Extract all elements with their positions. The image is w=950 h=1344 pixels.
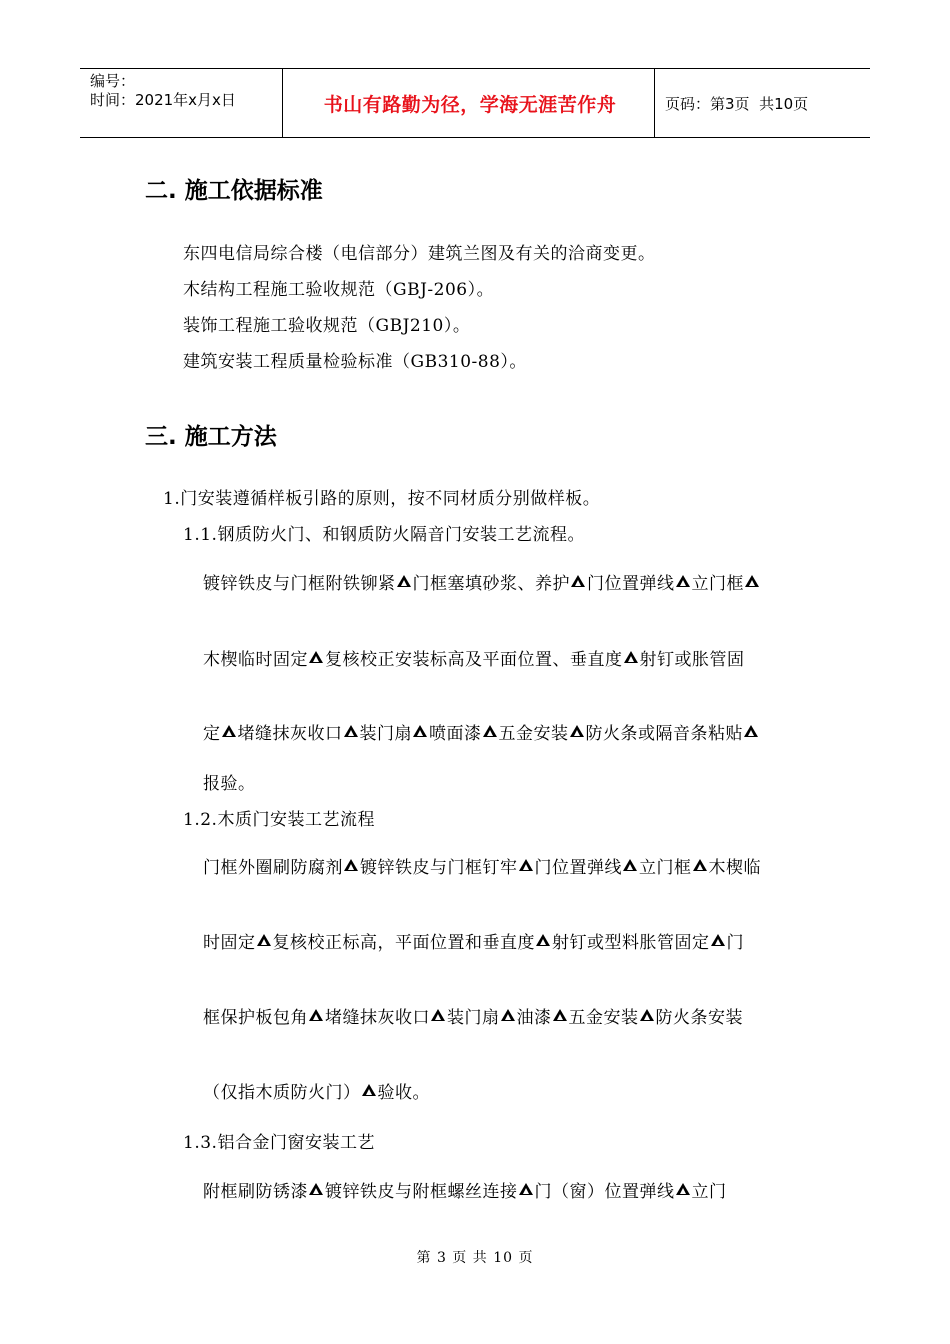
flow-arrow-icon [640, 1009, 654, 1021]
flow-step: 射钉或型料胀管固定 [552, 933, 710, 953]
subsection-1-3-title: 1.3.铝合金门窗安装工艺 [183, 1133, 375, 1153]
section-3-title: 三. 施工方法 [145, 424, 277, 450]
flow-arrow-icon [570, 725, 584, 737]
flow-arrow-icon [431, 1009, 445, 1021]
flow-step: 门 [726, 933, 744, 953]
flow-arrow-icon [676, 1183, 690, 1195]
flow-step: 门位置弹线 [534, 858, 622, 878]
flow-arrow-icon [571, 575, 585, 587]
standard-item: 东四电信局综合楼（电信部分）建筑兰图及有关的洽商变更。 [183, 244, 656, 264]
header-divider [282, 69, 283, 137]
flow-arrow-icon [623, 859, 637, 871]
flow-arrow-icon [257, 934, 271, 946]
flow-step: 立门框 [691, 574, 744, 594]
flow-line [203, 1003, 743, 1028]
standard-item: 木结构工程施工验收规范（GBJ-206）。 [183, 280, 495, 300]
flow-step: 时固定 [203, 933, 256, 953]
flow-step: 镀锌铁皮与门框附铁铆紧 [203, 574, 396, 594]
standard-item: 建筑安装工程质量检验标准（GB310-88）。 [183, 352, 527, 372]
flow-arrow-icon [519, 1183, 533, 1195]
flow-line [203, 1078, 430, 1103]
standard-item: 装饰工程施工验收规范（GBJ210）。 [183, 316, 471, 336]
flow-arrow-icon [344, 725, 358, 737]
subsection-1-1-title: 1.1.钢质防火门、和钢质防火隔音门安装工艺流程。 [183, 525, 585, 545]
flow-step: 堵缝抹灰收口 [325, 1008, 430, 1028]
flow-step: 油漆 [516, 1008, 552, 1028]
flow-line [203, 1177, 727, 1202]
flow-step: 门框塞填砂浆、养护 [412, 574, 570, 594]
flow-arrow-icon [309, 1009, 323, 1021]
flow-step: 木楔临时固定 [203, 650, 308, 670]
flow-line [203, 928, 744, 953]
flow-step: 门（窗）位置弹线 [534, 1182, 675, 1202]
flow-arrow-icon [536, 934, 550, 946]
flow-arrow-icon [745, 575, 759, 587]
flow-step: 附框刷防锈漆 [203, 1182, 308, 1202]
flow-step: （仅指木质防火门） [203, 1083, 361, 1103]
flow-step: 镀锌铁皮与附框螺丝连接 [325, 1182, 518, 1202]
flow-step: 框保护板包角 [203, 1008, 308, 1028]
flow-step: 喷面漆 [429, 724, 482, 744]
page-footer: 第 3 页 共 10 页 [416, 1250, 534, 1266]
flow-step: 堵缝抹灰收口 [237, 724, 343, 744]
flow-line [203, 719, 760, 744]
flow-step: 门框外圈刷防腐剂 [203, 858, 343, 878]
flow-step: 射钉或胀管固 [639, 650, 745, 670]
flow-step: 镀锌铁皮与门框钉牢 [360, 858, 518, 878]
flow-arrow-icon [413, 725, 427, 737]
flow-arrow-icon [362, 1084, 376, 1096]
header-time: 时间：2021年x月x日 [90, 91, 236, 109]
flow-step: 复核校正安装标高及平面位置、垂直度 [325, 650, 623, 670]
header-number: 编号： [90, 72, 136, 90]
flow-step: 装门扇 [359, 724, 412, 744]
flow-step: 木楔临 [708, 858, 761, 878]
flow-step: 五金安装 [498, 724, 569, 744]
flow-step: 门位置弹线 [587, 574, 675, 594]
flow-arrow-icon [501, 1009, 515, 1021]
header-meta [90, 72, 236, 110]
flow-arrow-icon [519, 859, 533, 871]
flow-arrow-icon [744, 725, 758, 737]
flow-step: 立门 [691, 1182, 727, 1202]
flow-step: 防火条或隔音条粘贴 [585, 724, 743, 744]
section-2-title: 二. 施工依据标准 [145, 178, 323, 204]
flow-line [203, 569, 761, 594]
flow-arrow-icon [344, 859, 358, 871]
flow-arrow-icon [309, 651, 323, 663]
subsection-1-2-title: 1.2.木质门安装工艺流程 [183, 810, 375, 830]
header-table [80, 68, 870, 138]
flow-arrow-icon [483, 725, 497, 737]
flow-step: 验收。 [377, 1083, 430, 1103]
flow-arrow-icon [676, 575, 690, 587]
flow-step: 报验。 [203, 774, 256, 794]
flow-arrow-icon [397, 575, 411, 587]
flow-arrow-icon [309, 1183, 323, 1195]
flow-step: 定 [203, 724, 221, 744]
flow-arrow-icon [553, 1009, 567, 1021]
flow-arrow-icon [711, 934, 725, 946]
flow-arrow-icon [693, 859, 707, 871]
flow-step: 五金安装 [568, 1008, 639, 1028]
flow-step: 防火条安装 [655, 1008, 743, 1028]
flow-arrow-icon [624, 651, 638, 663]
flow-line [203, 853, 761, 878]
method-intro: 1.门安装遵循样板引路的原则，按不同材质分别做样板。 [163, 489, 601, 509]
header-page-number: 页码：第3页 共10页 [665, 94, 809, 113]
header-motto: 书山有路勤为径，学海无涯苦作舟 [323, 93, 617, 116]
flow-line [203, 645, 745, 670]
flow-arrow-icon [222, 725, 236, 737]
flow-step: 立门框 [639, 858, 692, 878]
flow-step: 复核校正标高，平面位置和垂直度 [272, 933, 535, 953]
flow-step: 装门扇 [447, 1008, 500, 1028]
